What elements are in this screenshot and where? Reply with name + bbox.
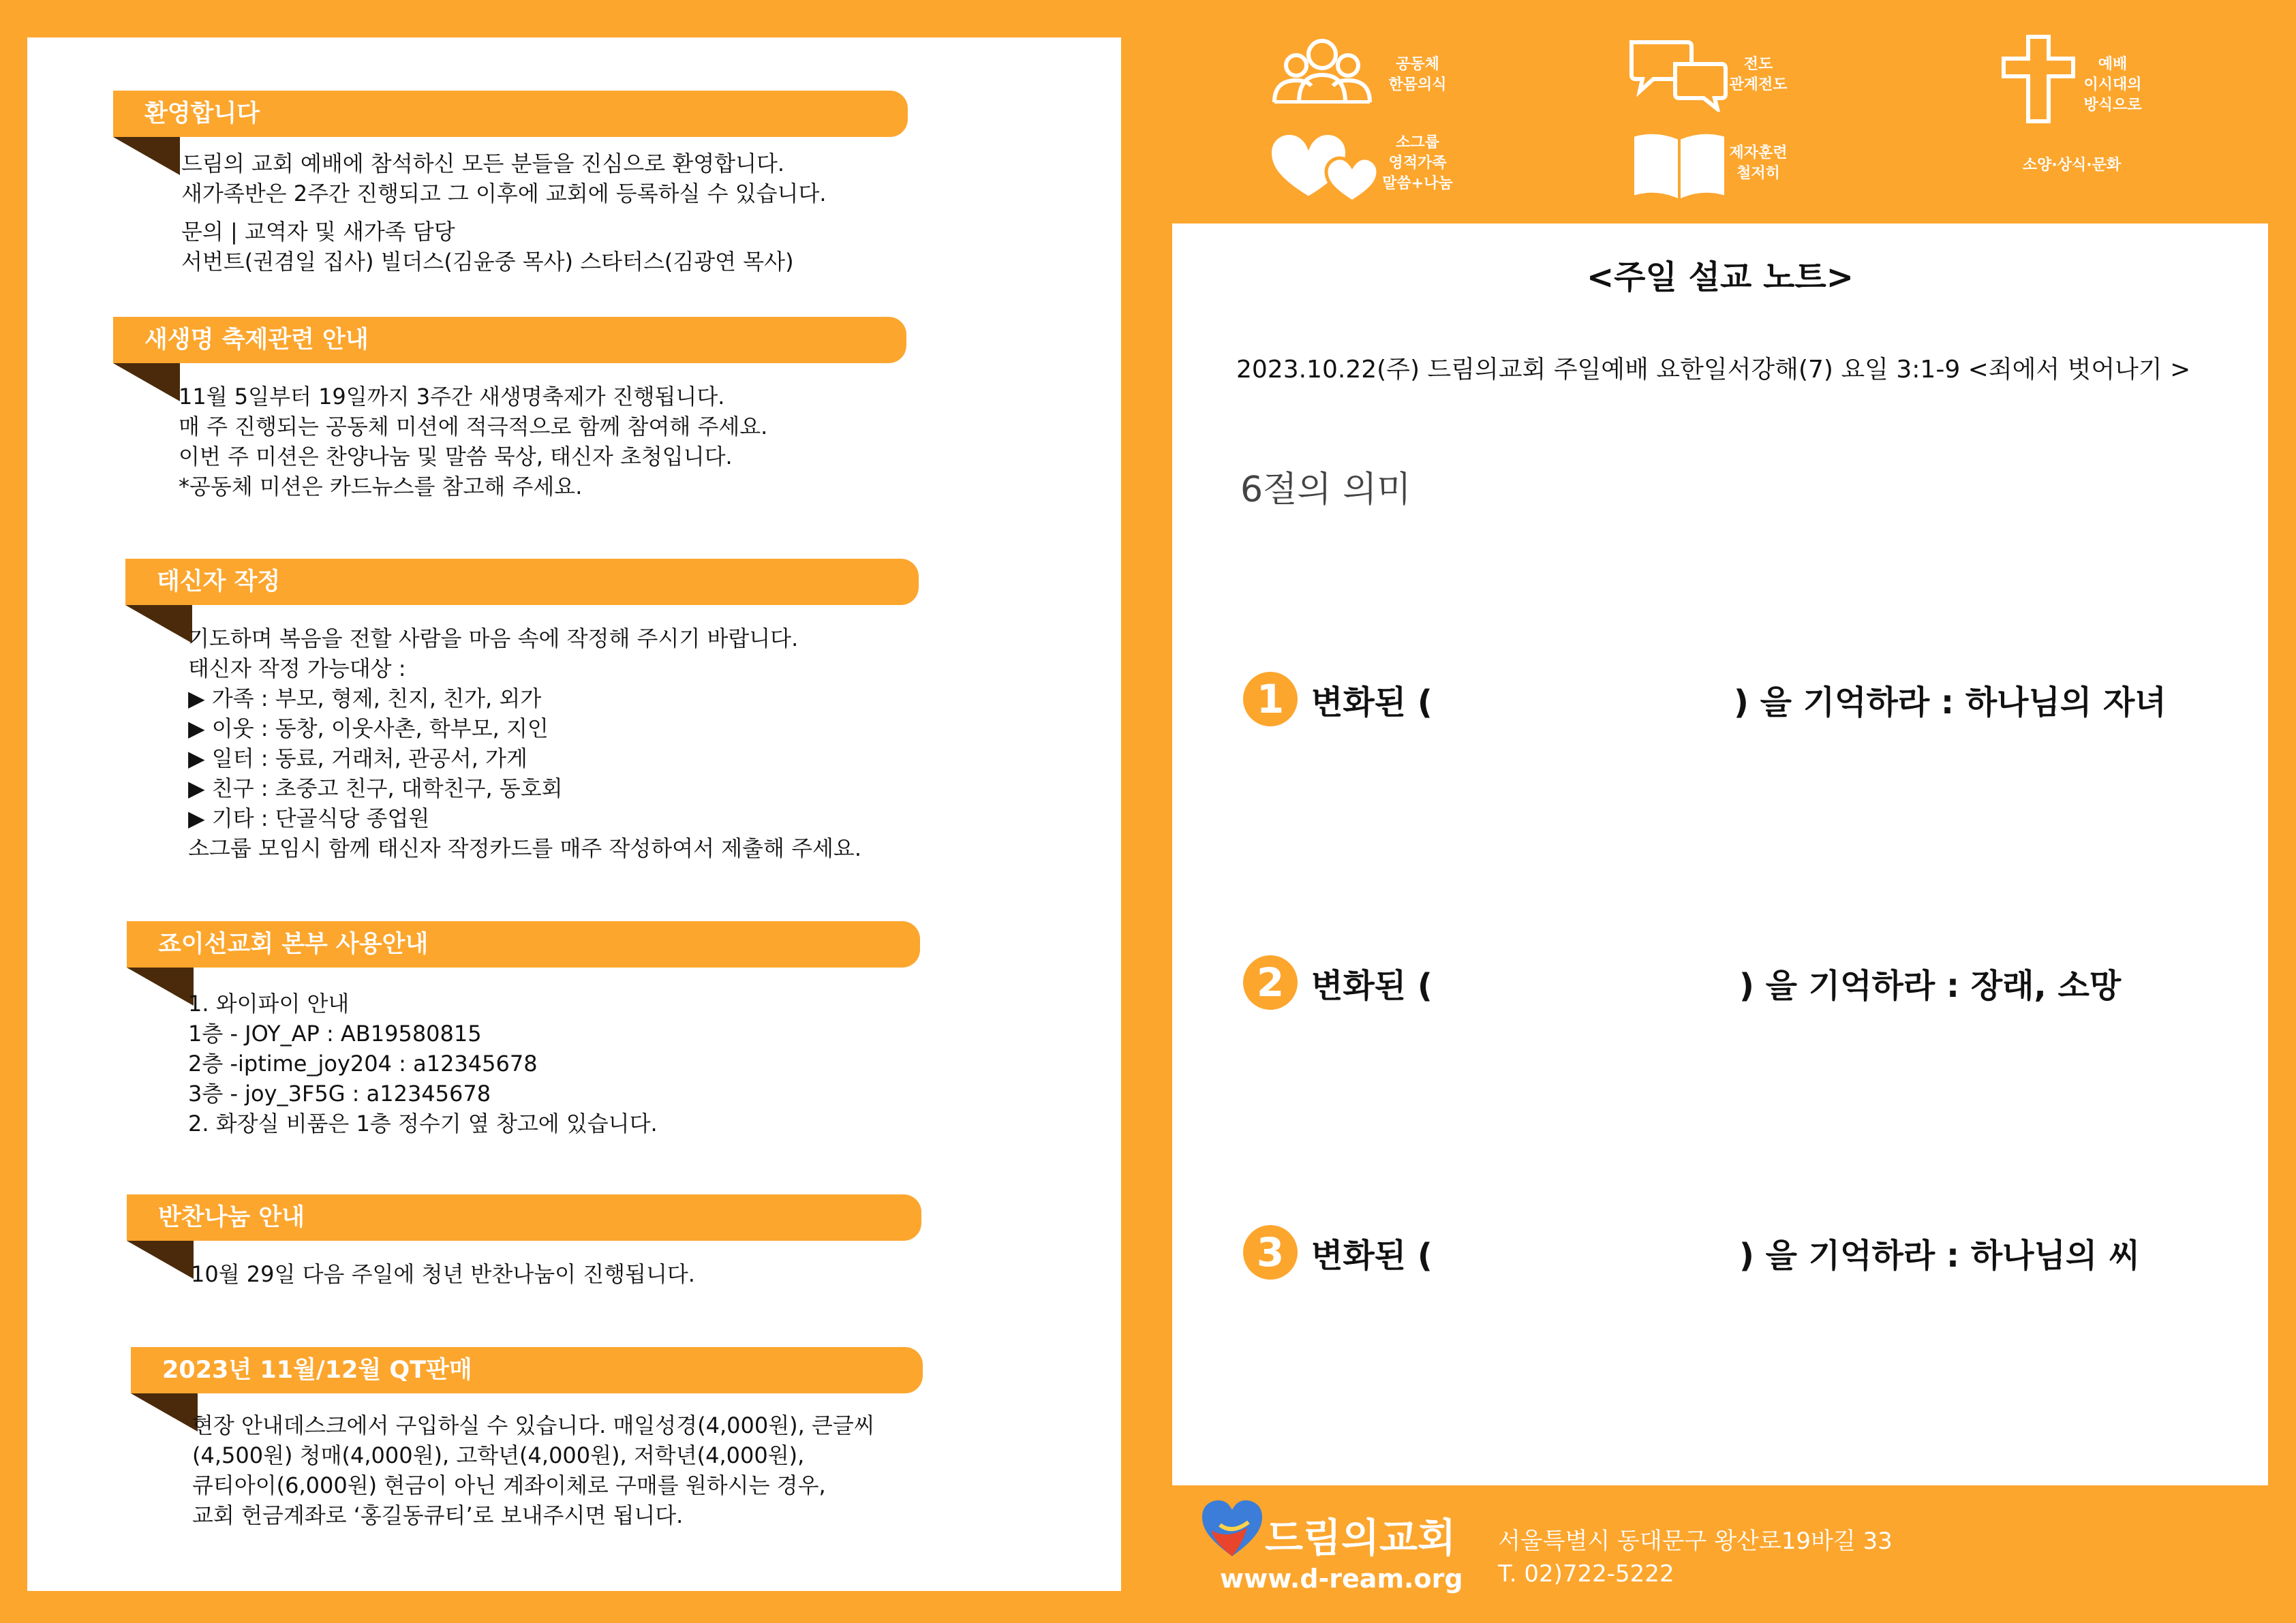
church-logo-heart-icon [1199, 1498, 1265, 1559]
section-body-prayer-target: 기도하며 복음을 전할 사람을 마음 속에 작정해 주시기 바랍니다. 태신자 작정 가능대상 : ▶ 가족 : 부모, 형제, 친지, 친가, 외가 ▶ 이웃 : 동창, 이웃사촌, 학부모, 지인 ▶ 일터 : 동료, 거래처, 관공서, 가게 ▶ 친구 : 초중고 친구, 대학친구, 동호회 ▶ 기타 : 단골식당 종업원 소그룹 모임시 함께 태신자 작정카드를 매주 작성하여서 제출해 주세요. [188, 625, 861, 861]
section-body-welcome: 드림의 교회 예배에 참석하신 모든 분들을 진심으로 환영합니다. 새가족반은 2주간 진행되고 그 이후에 교회에 등록하실 수 있습니다. [181, 151, 827, 206]
section-body-festival: 11월 5일부터 19일까지 3주간 새생명축제가 진행됩니다. 매 주 진행되는 공동체 미션에 적극적으로 함께 참여해 주세요. 이번 주 미션은 찬양나눔 및 말씀 묵상, 태신자 초청입니다. *공동체 미션은 카드뉴스를 참고해 주세요. [179, 384, 768, 499]
section-fold-decoration [125, 605, 192, 643]
section-header-festival: 새생명 축제관련 안내 [113, 317, 906, 363]
section-header-joy-hq: 죠이선교회 본부 사용안내 [127, 921, 920, 968]
sermon-note-panel [1172, 223, 2268, 1485]
section-header-prayer-target: 태신자 작정 [125, 559, 919, 605]
point-number-badge: 1 [1243, 672, 1298, 726]
section-fold-decoration [127, 1241, 194, 1279]
announcements-panel [27, 37, 1121, 1591]
section-fold-decoration [131, 1393, 198, 1432]
section-header-side-dish: 반찬나눔 안내 [127, 1194, 921, 1241]
church-values-header [1172, 27, 2268, 211]
section-body-side-dish: 10월 29일 다음 주일에 청년 반찬나눔이 진행됩니다. [191, 1261, 695, 1287]
section-body-qt-sale: 현장 안내데스크에서 구입하실 수 있습니다. 매일성경(4,000원), 큰글씨 (4,500원) 청매(4,000원), 고학년(4,000원), 저학년(4,000원), 큐티아이(6,000원) 현금이 아닌 계좌이체로 구매를 원하시는 경우, 교회 헌금계좌로 ‘홍길동큐티’로 보내주시면 됩니다. [192, 1412, 875, 1528]
value-label-discipleship: 제자훈련 철저히 [1729, 144, 1788, 182]
point-number-badge: 2 [1243, 955, 1298, 1010]
value-label-evangelism: 전도 관계전도 [1729, 56, 1788, 93]
point-text-end: ) 을 기억하라 : 장래, 소망 [1739, 967, 2122, 1005]
point-text-end: ) 을 기억하라 : 하나님의 자녀 [1734, 683, 2167, 722]
section-fold-decoration [113, 137, 180, 175]
church-name: 드림의교회 [1265, 1515, 1456, 1561]
section-header-welcome: 환영합니다 [113, 91, 908, 137]
point-text-start: 변화된 ( [1311, 1237, 1433, 1275]
value-label-small-group: 소그룹 영적가족 말씀+나눔 [1382, 134, 1453, 192]
church-footer [1172, 1492, 2268, 1594]
point-number-badge: 3 [1243, 1225, 1298, 1280]
sermon-info: 2023.10.22(주) 드림의교회 주일예배 요한일서강해(7) 요일 3:1-9 <죄에서 벗어나기 > [1236, 356, 2191, 384]
value-label-community: 공동체 한몸의식 [1388, 56, 1447, 93]
section-body-welcome-contact: 문의 | 교역자 및 새가족 담당 서번트(권겸일 집사) 빌더스(김윤중 목사) 스타터스(김광연 목사) [181, 219, 794, 275]
sermon-note-title: <주일 설교 노트> [1586, 258, 1854, 296]
section-header-qt-sale: 2023년 11월/12월 QT판매 [131, 1347, 923, 1393]
point-text-start: 변화된 ( [1311, 967, 1433, 1005]
section-fold-decoration [127, 968, 194, 1006]
point-text-start: 변화된 ( [1311, 683, 1433, 722]
section-body-joy-hq: 1. 와이파이 안내 1층 - JOY_AP : AB19580815 2층 -iptime_joy204 : a12345678 3층 - joy_3F5G : a12345678 2. 화장실 비품은 1층 정수기 옆 창고에 있습니다. [188, 991, 658, 1137]
church-url-link[interactable]: www.d-ream.org [1220, 1564, 1463, 1594]
value-label-worship: 예배 이시대의 방식으로 [2083, 56, 2142, 114]
section-fold-decoration [113, 363, 180, 401]
sermon-question: 6절의 의미 [1240, 469, 1411, 510]
church-address: 서울특별시 동대문구 왕산로19바길 33 T. 02)722-5222 [1498, 1528, 1893, 1588]
people-icon [1272, 35, 1373, 104]
value-label-culture: 소양·상식·문화 [2022, 157, 2122, 174]
point-text-end: ) 을 기억하라 : 하나님의 씨 [1739, 1237, 2141, 1275]
